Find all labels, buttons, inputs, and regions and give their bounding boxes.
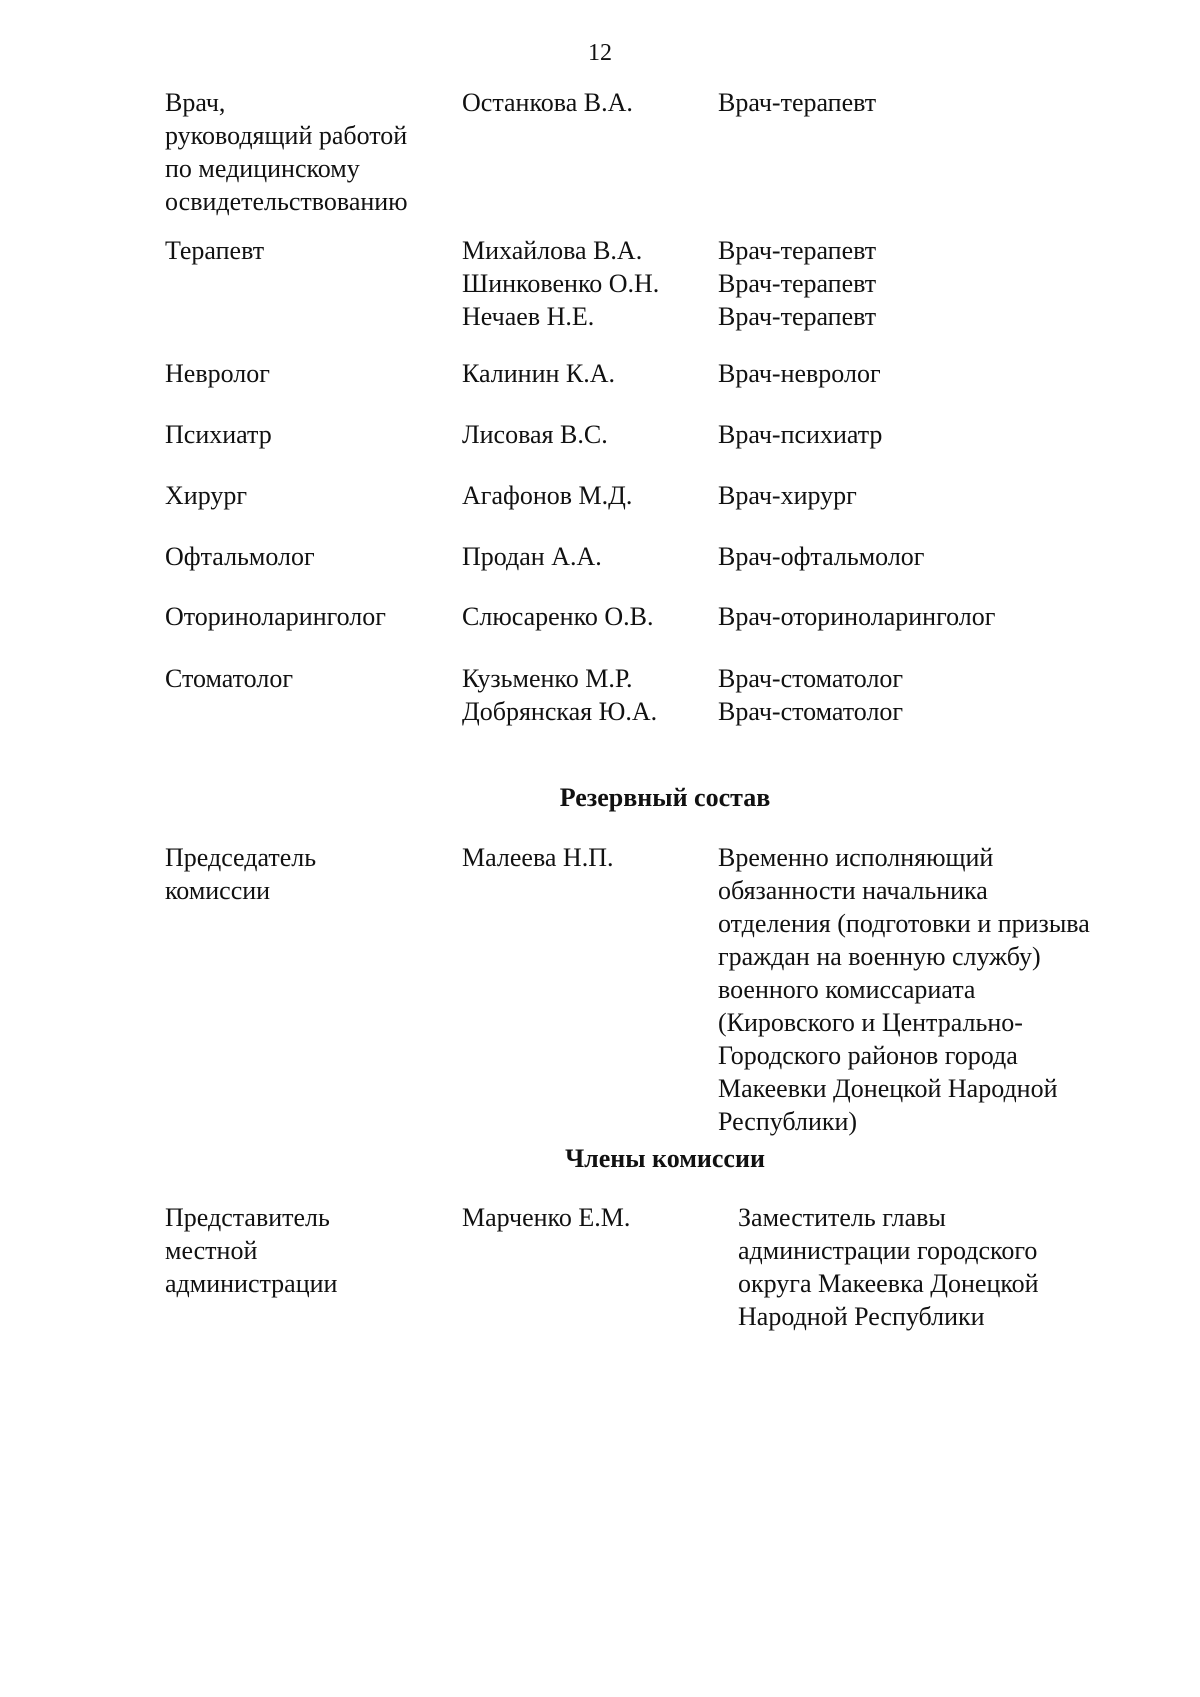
job-title-line: администрации городского (738, 1236, 1038, 1265)
title-cell (718, 841, 1138, 1138)
position-cell (165, 86, 450, 218)
job-title: Врач-стоматолог (718, 664, 904, 693)
person-name: Лисовая В.С. (462, 420, 608, 449)
position-line: Представитель (165, 1203, 330, 1232)
position-line: Терапевт (165, 236, 265, 265)
job-title: Врач-терапевт (718, 236, 877, 265)
position-line: Врач, (165, 88, 226, 117)
job-title: Врач-терапевт (718, 88, 877, 117)
position-cell (165, 234, 450, 267)
position-cell (165, 357, 450, 390)
person-name: Шинковенко О.Н. (462, 269, 660, 298)
name-cell (462, 1201, 717, 1234)
job-title-line: Макеевки Донецкой Народной (718, 1074, 1058, 1103)
position-line: Офтальмолог (165, 542, 315, 571)
name-cell (462, 540, 717, 573)
position-cell (165, 418, 450, 451)
person-name: Добрянская Ю.А. (462, 697, 658, 726)
section-heading (0, 781, 1200, 814)
person-name: Калинин К.А. (462, 359, 616, 388)
name-cell (462, 662, 717, 728)
position-cell (165, 662, 450, 695)
position-cell (165, 600, 450, 633)
members-heading: Члены комиссии (565, 1144, 765, 1173)
job-title-line: военного комиссариата (718, 975, 976, 1004)
name-cell (462, 418, 717, 451)
person-name: Слюсаренко О.В. (462, 602, 654, 631)
title-cell (718, 600, 1138, 633)
title-cell (718, 357, 1138, 390)
name-cell (462, 841, 717, 874)
title-cell (738, 1201, 1158, 1333)
position-cell (165, 540, 450, 573)
person-name: Агафонов М.Д. (462, 481, 633, 510)
job-title: Врач-офтальмолог (718, 542, 925, 571)
name-cell (462, 600, 717, 633)
reserve-heading: Резервный состав (559, 783, 771, 812)
job-title-line: (Кировского и Центрально- (718, 1008, 1023, 1037)
page-number: 12 (588, 40, 612, 66)
position-line: администрации (165, 1269, 338, 1298)
position-cell (165, 479, 450, 512)
job-title-line: округа Макеевка Донецкой (738, 1269, 1039, 1298)
position-cell (165, 841, 450, 907)
name-cell (462, 479, 717, 512)
section-heading (0, 1142, 1200, 1175)
job-title-line: Республики) (718, 1107, 858, 1136)
title-cell (718, 86, 1138, 119)
job-title: Врач-оториноларинголог (718, 602, 996, 631)
name-cell (462, 357, 717, 390)
job-title: Врач-терапевт (718, 302, 877, 331)
job-title-line: Городского районов города (718, 1041, 1018, 1070)
title-cell (718, 662, 1138, 728)
person-name: Нечаев Н.Е. (462, 302, 595, 331)
position-line: комиссии (165, 876, 271, 905)
job-title-line: обязанности начальника (718, 876, 988, 905)
person-name: Кузьменко М.Р. (462, 664, 633, 693)
person-name: Останкова В.А. (462, 88, 633, 117)
job-title: Врач-невролог (718, 359, 881, 388)
job-title-line: Временно исполняющий (718, 843, 994, 872)
person-name: Малеева Н.П. (462, 843, 614, 872)
job-title: Врач-терапевт (718, 269, 877, 298)
person-name: Марченко Е.М. (462, 1203, 631, 1232)
job-title: Врач-стоматолог (718, 697, 904, 726)
name-cell (462, 86, 717, 119)
position-line: Председатель (165, 843, 317, 872)
title-cell (718, 540, 1138, 573)
job-title: Врач-психиатр (718, 420, 883, 449)
position-line: Психиатр (165, 420, 272, 449)
position-line: Стоматолог (165, 664, 293, 693)
position-line: местной (165, 1236, 258, 1265)
position-line: Хирург (165, 481, 248, 510)
title-cell (718, 479, 1138, 512)
job-title-line: отделения (подготовки и призыва (718, 909, 1090, 938)
position-line: Невролог (165, 359, 270, 388)
job-title-line: Заместитель главы (738, 1203, 946, 1232)
person-name: Михайлова В.А. (462, 236, 643, 265)
position-cell (165, 1201, 450, 1300)
position-line: по медицинскому (165, 154, 360, 183)
job-title-line: граждан на военную службу) (718, 942, 1041, 971)
person-name: Продан А.А. (462, 542, 602, 571)
position-line: освидетельствованию (165, 187, 408, 216)
name-cell (462, 234, 717, 333)
job-title-line: Народной Республики (738, 1302, 985, 1331)
job-title: Врач-хирург (718, 481, 857, 510)
position-line: руководящий работой (165, 121, 408, 150)
title-cell (718, 234, 1138, 333)
position-line: Оториноларинголог (165, 602, 386, 631)
title-cell (718, 418, 1138, 451)
